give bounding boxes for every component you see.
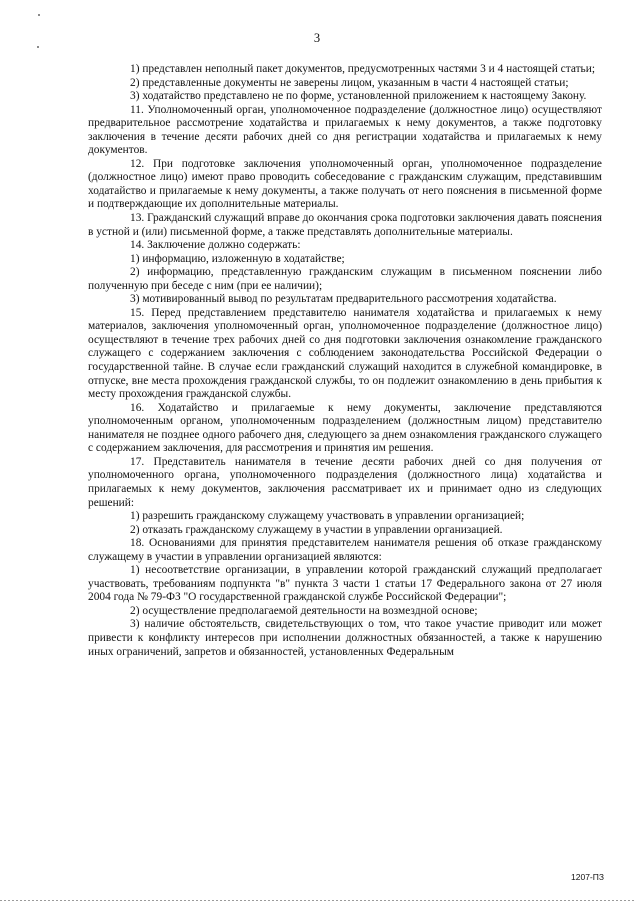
scan-speck: [37, 46, 39, 48]
paragraph: 1) информацию, изложенную в ходатайстве;: [130, 252, 345, 265]
paragraph: 17. Представитель нанимателя в течение десяти рабочих дней со дня получения от уполномоченного органа, уполномоченного подразделения (должностного лица) ходатайства и прилагаемых к нему документов, заключения рассматривает их и принимает одно из следующих решений:: [88, 455, 602, 509]
paragraph: 3) наличие обстоятельств, свидетельствующих о том, что такое участие приводит или может привести к конфликту интересов при исполнении должностных обязанностей, а также к нарушению иных ограничений, запретов и обязанностей, установленных Федеральным: [88, 618, 602, 658]
page-number: 3: [313, 31, 321, 45]
paragraph: 3) ходатайство представлено не по форме, установленной приложением к настоящему Закону.: [130, 90, 587, 103]
paragraph: 3) мотивированный вывод по результатам предварительного рассмотрения ходатайства.: [130, 293, 557, 306]
paragraph: 2) осуществление предполагаемой деятельности на возмездной основе;: [130, 604, 478, 617]
paragraph: 2) отказать гражданскому служащему в участии в управлении организацией.: [130, 523, 503, 536]
paragraph: 11. Уполномоченный орган, уполномоченное подразделение (должностное лицо) осуществляют предварительное рассмотрение ходатайства и прилагаемых к нему документов, а также подготовку заключения в течение десяти рабочих дней со дня регистрации ходатайства и прилагаемых к нему документов.: [88, 103, 602, 157]
paragraph: 1) несоответствие организации, в управлении которой гражданский служащий предполагает участвовать, требованиям подпункта "в" пункта 3 части 1 статьи 17 Федерального закона от 27 июля 2004 года № 79-ФЗ "О государственной гражданской службе Российской Федерации";: [88, 564, 602, 604]
document-body: [88, 63, 602, 659]
paragraph: 1) представлен неполный пакет документов, предусмотренных частями 3 и 4 настоящей статьи;: [130, 63, 596, 75]
scan-speck: [38, 14, 40, 16]
paragraph: 16. Ходатайство и прилагаемые к нему документы, заключение представляются уполномоченным органом, уполномоченным подразделением (должностным лицом) представителю нанимателя не позднее одного рабочего дня, следующего за днем ознакомления гражданского служащего с содержанием заключения, для рассмотрения и принятия им решения.: [88, 401, 602, 455]
paragraph: 2) информацию, представленную гражданским служащим в письменном пояснении либо полученную при беседе с ним (при ее наличии);: [88, 266, 602, 292]
paragraph: 15. Перед представлением представителю нанимателя ходатайства и прилагаемых к нему материалов, заключения уполномоченный орган, уполномоченное подразделение (должностное лицо) осуществляют в течение трех рабочих дней со дня подготовки заключения ознакомление гражданского служащего с содержанием заключения с соблюдением законодательства Российской Федерации о государственной тайне. В случае если гражданский служащий находится в служебной командировке, в отпуске, вне места прохождения гражданской службы, то он подлежит ознакомлению в день прибытия к месту прохождения гражданской службы.: [88, 306, 602, 401]
scan-edge-line: [0, 900, 634, 901]
paragraph: 18. Основаниями для принятия представителем нанимателя решения об отказе гражданскому служащему в участии в управлении организацией являются:: [88, 537, 602, 563]
paragraph: 12. При подготовке заключения уполномоченный орган, уполномоченное подразделение (должностное лицо) имеют право проводить собеседование с гражданским служащим, представившим ходатайство и прилагаемые к нему документы, а также получать от него пояснения в письменной форме и подтверждающие их дополнительные материалы.: [88, 157, 602, 211]
paragraph: 13. Гражданский служащий вправе до окончания срока подготовки заключения давать пояснения в устной и (или) письменной форме, а также представлять дополнительные материалы.: [88, 212, 602, 238]
paragraph: 2) представленные документы не заверены лицом, указанным в части 4 настоящей статьи;: [130, 76, 569, 89]
paragraph: 1) разрешить гражданскому служащему участвовать в управлении организацией;: [130, 510, 525, 523]
paragraph: 14. Заключение должно содержать:: [130, 239, 301, 252]
document-code: 1207-ПЗ: [571, 872, 604, 882]
